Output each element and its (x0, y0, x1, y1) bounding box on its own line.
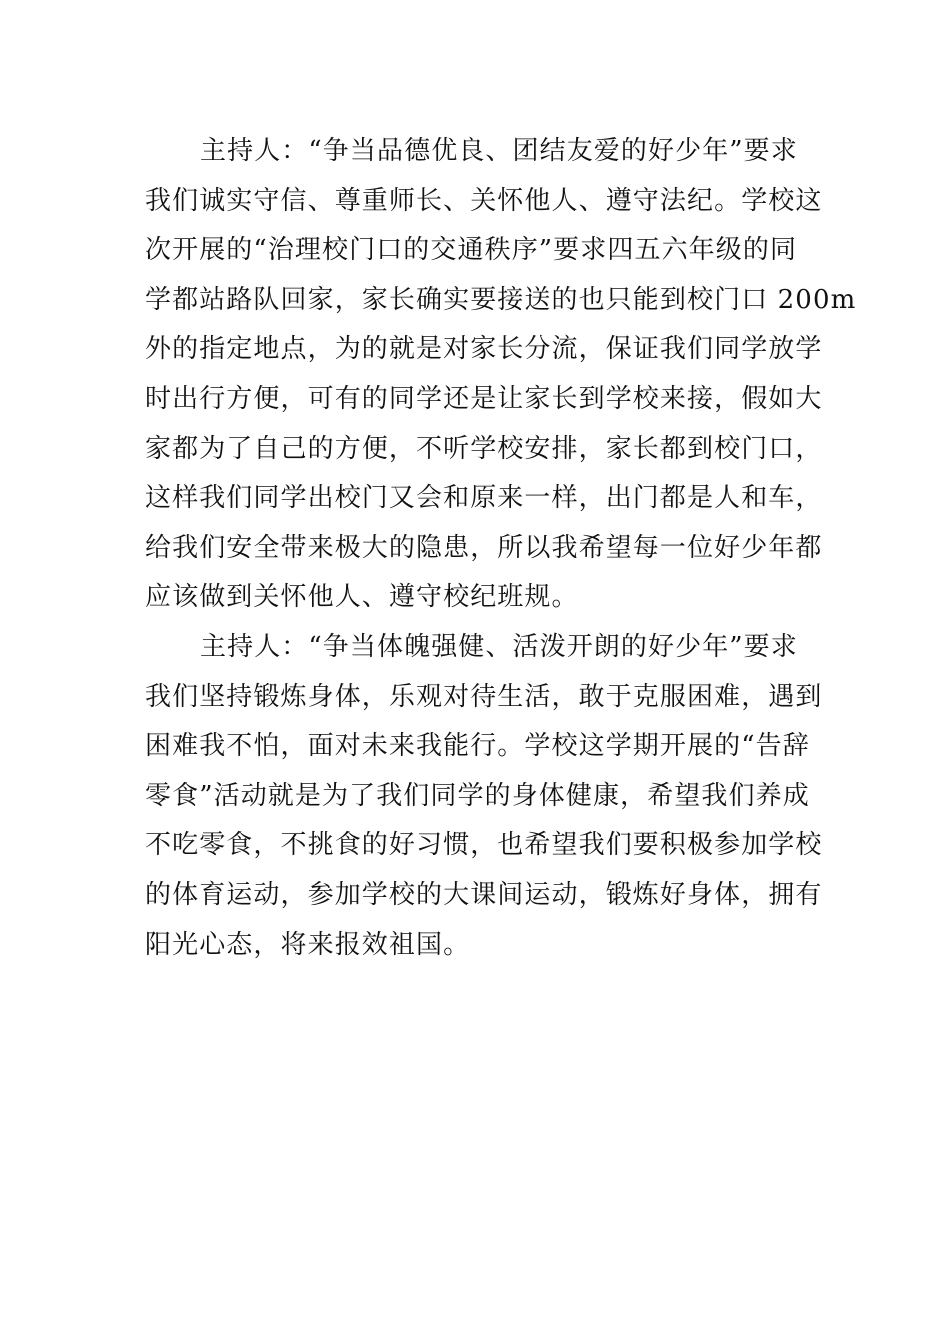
paragraph-line: 不吃零食，不挑食的好习惯，也希望我们要积极参加学校 (145, 830, 823, 861)
document-body (145, 127, 857, 970)
paragraph-line: 我们诚实守信、尊重师长、关怀他人、遵守法纪。学校这 (145, 185, 823, 216)
paragraph-line: 家都为了自己的方便，不听学校安排，家长都到校门口， (145, 433, 823, 464)
paragraph-line: 次开展的“治理校门口的交通秩序”要求四五六年级的同 (145, 235, 798, 266)
paragraph-1 (145, 127, 857, 623)
paragraph-line: 时出行方便，可有的同学还是让家长到学校来接，假如大 (145, 383, 823, 414)
paragraph-line: 零食”活动就是为了我们同学的身体健康，希望我们养成 (145, 780, 810, 811)
paragraph-line: 主持人：“争当品德优良、团结友爱的好少年”要求 (200, 136, 798, 166)
paragraph-line: 外的指定地点，为的就是对家长分流，保证我们同学放学 (145, 334, 823, 365)
paragraph-line: 这样我们同学出校门又会和原来一样，出门都是人和车， (145, 483, 823, 514)
paragraph-2 (145, 623, 823, 970)
paragraph-line: 我们坚持锻炼身体，乐观对待生活，敢于克服困难，遇到 (145, 681, 823, 712)
paragraph-line: 应该做到关怀他人、遵守校纪班规。 (145, 582, 579, 613)
paragraph-line: 主持人：“争当体魄强健、活泼开朗的好少年”要求 (200, 631, 798, 662)
paragraph-line: 阳光心态，将来报效祖国。 (145, 929, 471, 960)
paragraph-line: 给我们安全带来极大的隐患，所以我希望每一位好少年都 (145, 532, 823, 563)
paragraph-line: 困难我不怕，面对未来我能行。学校这学期开展的“告辞 (145, 731, 810, 762)
paragraph-line: 的体育运动，参加学校的大课间运动，锻炼好身体，拥有 (145, 879, 823, 910)
paragraph-line: 学都站路队回家，家长确实要接送的也只能到校门口 200m (145, 284, 857, 315)
